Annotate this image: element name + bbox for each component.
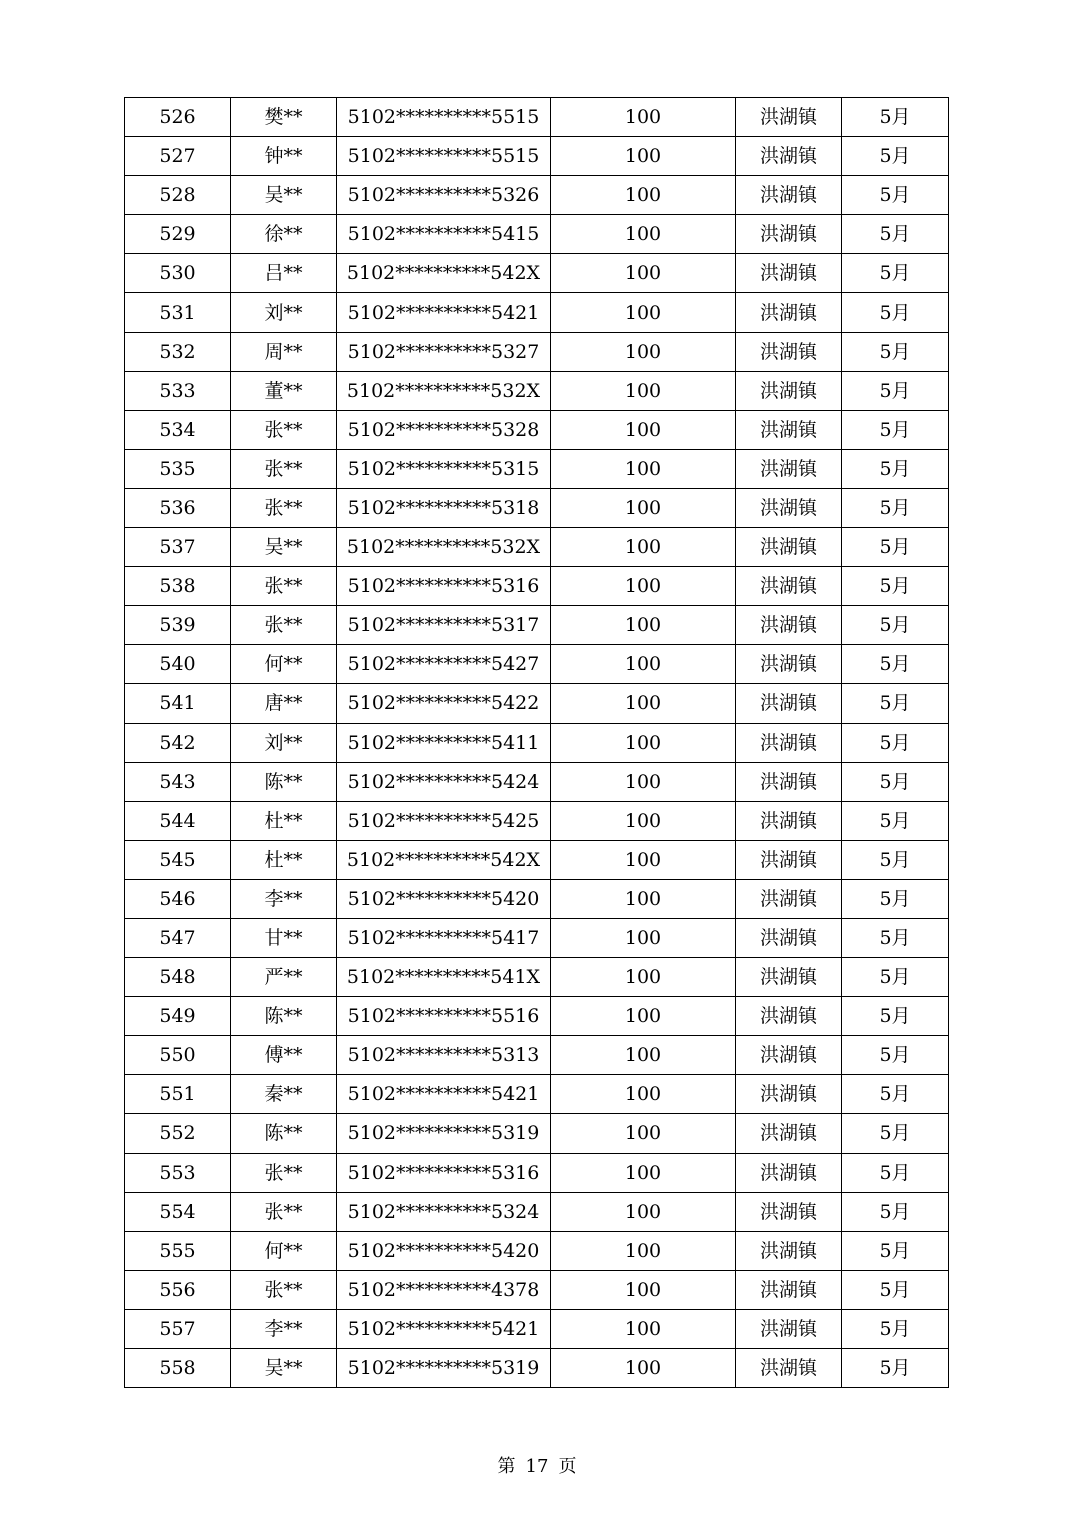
page-footer-prefix: 第 <box>497 1456 516 1477</box>
table-row <box>125 215 949 254</box>
town-cell: 洪湖镇 <box>736 449 842 488</box>
town-cell: 洪湖镇 <box>736 801 842 840</box>
town-cell: 洪湖镇 <box>736 1231 842 1270</box>
page-footer-suffix: 页 <box>558 1456 577 1477</box>
name-cell: 张** <box>231 1270 337 1309</box>
name-cell: 徐** <box>231 215 337 254</box>
month-cell: 5月 <box>842 567 949 606</box>
town-cell: 洪湖镇 <box>736 606 842 645</box>
amount-cell: 100 <box>551 645 736 684</box>
page-number: 17 <box>525 1456 549 1477</box>
id-number-cell: 5102**********5317 <box>337 606 551 645</box>
id-number-cell: 5102**********5319 <box>337 1349 551 1388</box>
amount-cell: 100 <box>551 1036 736 1075</box>
id-number-cell: 5102**********5319 <box>337 1114 551 1153</box>
table-row <box>125 1309 949 1348</box>
month-cell: 5月 <box>842 410 949 449</box>
amount-cell: 100 <box>551 840 736 879</box>
table-row <box>125 410 949 449</box>
table-row <box>125 840 949 879</box>
name-cell: 吴** <box>231 176 337 215</box>
name-cell: 张** <box>231 567 337 606</box>
amount-cell: 100 <box>551 879 736 918</box>
id-number-cell: 5102**********5327 <box>337 332 551 371</box>
serial-number-cell: 539 <box>125 606 231 645</box>
table-row <box>125 98 949 137</box>
town-cell: 洪湖镇 <box>736 488 842 527</box>
id-number-cell: 5102**********5417 <box>337 918 551 957</box>
name-cell: 杜** <box>231 840 337 879</box>
table-row <box>125 1349 949 1388</box>
amount-cell: 100 <box>551 449 736 488</box>
table-row <box>125 958 949 997</box>
serial-number-cell: 546 <box>125 879 231 918</box>
amount-cell: 100 <box>551 762 736 801</box>
id-number-cell: 5102**********5324 <box>337 1192 551 1231</box>
amount-cell: 100 <box>551 332 736 371</box>
serial-number-cell: 555 <box>125 1231 231 1270</box>
amount-cell: 100 <box>551 1270 736 1309</box>
table-row <box>125 254 949 293</box>
table-row <box>125 645 949 684</box>
town-cell: 洪湖镇 <box>736 1153 842 1192</box>
table-row <box>125 528 949 567</box>
month-cell: 5月 <box>842 1153 949 1192</box>
serial-number-cell: 536 <box>125 488 231 527</box>
name-cell: 刘** <box>231 723 337 762</box>
serial-number-cell: 558 <box>125 1349 231 1388</box>
table-row <box>125 371 949 410</box>
table-row <box>125 879 949 918</box>
town-cell: 洪湖镇 <box>736 137 842 176</box>
month-cell: 5月 <box>842 1075 949 1114</box>
town-cell: 洪湖镇 <box>736 918 842 957</box>
town-cell: 洪湖镇 <box>736 371 842 410</box>
amount-cell: 100 <box>551 528 736 567</box>
serial-number-cell: 538 <box>125 567 231 606</box>
table-row <box>125 997 949 1036</box>
month-cell: 5月 <box>842 293 949 332</box>
month-cell: 5月 <box>842 879 949 918</box>
id-number-cell: 5102**********5316 <box>337 1153 551 1192</box>
id-number-cell: 5102**********532X <box>337 371 551 410</box>
town-cell: 洪湖镇 <box>736 254 842 293</box>
town-cell: 洪湖镇 <box>736 997 842 1036</box>
town-cell: 洪湖镇 <box>736 1075 842 1114</box>
amount-cell: 100 <box>551 98 736 137</box>
town-cell: 洪湖镇 <box>736 176 842 215</box>
id-number-cell: 5102**********5427 <box>337 645 551 684</box>
name-cell: 秦** <box>231 1075 337 1114</box>
table-row <box>125 1075 949 1114</box>
name-cell: 杜** <box>231 801 337 840</box>
serial-number-cell: 549 <box>125 997 231 1036</box>
month-cell: 5月 <box>842 1309 949 1348</box>
name-cell: 张** <box>231 488 337 527</box>
serial-number-cell: 552 <box>125 1114 231 1153</box>
id-number-cell: 5102**********5421 <box>337 293 551 332</box>
town-cell: 洪湖镇 <box>736 645 842 684</box>
serial-number-cell: 532 <box>125 332 231 371</box>
amount-cell: 100 <box>551 1192 736 1231</box>
id-number-cell: 5102**********542X <box>337 840 551 879</box>
roster-table <box>124 97 949 1388</box>
id-number-cell: 5102**********5424 <box>337 762 551 801</box>
table-row <box>125 1231 949 1270</box>
amount-cell: 100 <box>551 567 736 606</box>
table-row <box>125 723 949 762</box>
month-cell: 5月 <box>842 645 949 684</box>
id-number-cell: 5102**********5420 <box>337 1231 551 1270</box>
table-row <box>125 137 949 176</box>
id-number-cell: 5102**********5421 <box>337 1309 551 1348</box>
serial-number-cell: 557 <box>125 1309 231 1348</box>
table-row <box>125 684 949 723</box>
amount-cell: 100 <box>551 1075 736 1114</box>
month-cell: 5月 <box>842 449 949 488</box>
amount-cell: 100 <box>551 293 736 332</box>
id-number-cell: 5102**********5415 <box>337 215 551 254</box>
name-cell: 何** <box>231 645 337 684</box>
month-cell: 5月 <box>842 840 949 879</box>
town-cell: 洪湖镇 <box>736 1270 842 1309</box>
table-row <box>125 1192 949 1231</box>
serial-number-cell: 530 <box>125 254 231 293</box>
amount-cell: 100 <box>551 488 736 527</box>
table-row <box>125 332 949 371</box>
serial-number-cell: 527 <box>125 137 231 176</box>
table-row <box>125 176 949 215</box>
month-cell: 5月 <box>842 1114 949 1153</box>
table-row <box>125 1270 949 1309</box>
town-cell: 洪湖镇 <box>736 840 842 879</box>
amount-cell: 100 <box>551 215 736 254</box>
serial-number-cell: 547 <box>125 918 231 957</box>
table-row <box>125 567 949 606</box>
month-cell: 5月 <box>842 1231 949 1270</box>
id-number-cell: 5102**********542X <box>337 254 551 293</box>
amount-cell: 100 <box>551 371 736 410</box>
id-number-cell: 5102**********5326 <box>337 176 551 215</box>
id-number-cell: 5102**********541X <box>337 958 551 997</box>
name-cell: 刘** <box>231 293 337 332</box>
id-number-cell: 5102**********5316 <box>337 567 551 606</box>
serial-number-cell: 540 <box>125 645 231 684</box>
table-row <box>125 918 949 957</box>
month-cell: 5月 <box>842 176 949 215</box>
serial-number-cell: 531 <box>125 293 231 332</box>
name-cell: 吴** <box>231 1349 337 1388</box>
month-cell: 5月 <box>842 762 949 801</box>
name-cell: 陈** <box>231 1114 337 1153</box>
month-cell: 5月 <box>842 1349 949 1388</box>
id-number-cell: 5102**********5425 <box>337 801 551 840</box>
amount-cell: 100 <box>551 176 736 215</box>
name-cell: 钟** <box>231 137 337 176</box>
town-cell: 洪湖镇 <box>736 528 842 567</box>
name-cell: 张** <box>231 1153 337 1192</box>
month-cell: 5月 <box>842 98 949 137</box>
id-number-cell: 5102**********532X <box>337 528 551 567</box>
town-cell: 洪湖镇 <box>736 410 842 449</box>
id-number-cell: 5102**********5328 <box>337 410 551 449</box>
town-cell: 洪湖镇 <box>736 958 842 997</box>
town-cell: 洪湖镇 <box>736 215 842 254</box>
month-cell: 5月 <box>842 528 949 567</box>
name-cell: 傅** <box>231 1036 337 1075</box>
id-number-cell: 5102**********4378 <box>337 1270 551 1309</box>
town-cell: 洪湖镇 <box>736 684 842 723</box>
serial-number-cell: 528 <box>125 176 231 215</box>
name-cell: 严** <box>231 958 337 997</box>
name-cell: 吴** <box>231 528 337 567</box>
serial-number-cell: 542 <box>125 723 231 762</box>
name-cell: 张** <box>231 1192 337 1231</box>
amount-cell: 100 <box>551 137 736 176</box>
amount-cell: 100 <box>551 801 736 840</box>
amount-cell: 100 <box>551 254 736 293</box>
name-cell: 唐** <box>231 684 337 723</box>
serial-number-cell: 541 <box>125 684 231 723</box>
name-cell: 吕** <box>231 254 337 293</box>
town-cell: 洪湖镇 <box>736 98 842 137</box>
month-cell: 5月 <box>842 137 949 176</box>
name-cell: 张** <box>231 410 337 449</box>
amount-cell: 100 <box>551 410 736 449</box>
month-cell: 5月 <box>842 801 949 840</box>
town-cell: 洪湖镇 <box>736 293 842 332</box>
table-row <box>125 1153 949 1192</box>
id-number-cell: 5102**********5516 <box>337 997 551 1036</box>
name-cell: 甘** <box>231 918 337 957</box>
page-footer <box>0 1457 1074 1477</box>
amount-cell: 100 <box>551 997 736 1036</box>
month-cell: 5月 <box>842 488 949 527</box>
serial-number-cell: 554 <box>125 1192 231 1231</box>
town-cell: 洪湖镇 <box>736 1036 842 1075</box>
town-cell: 洪湖镇 <box>736 762 842 801</box>
table-row <box>125 1114 949 1153</box>
name-cell: 张** <box>231 606 337 645</box>
month-cell: 5月 <box>842 723 949 762</box>
name-cell: 李** <box>231 879 337 918</box>
table-row <box>125 293 949 332</box>
month-cell: 5月 <box>842 684 949 723</box>
town-cell: 洪湖镇 <box>736 879 842 918</box>
serial-number-cell: 534 <box>125 410 231 449</box>
id-number-cell: 5102**********5420 <box>337 879 551 918</box>
serial-number-cell: 553 <box>125 1153 231 1192</box>
id-number-cell: 5102**********5515 <box>337 137 551 176</box>
id-number-cell: 5102**********5515 <box>337 98 551 137</box>
name-cell: 董** <box>231 371 337 410</box>
amount-cell: 100 <box>551 958 736 997</box>
id-number-cell: 5102**********5411 <box>337 723 551 762</box>
town-cell: 洪湖镇 <box>736 332 842 371</box>
name-cell: 张** <box>231 449 337 488</box>
amount-cell: 100 <box>551 918 736 957</box>
amount-cell: 100 <box>551 1231 736 1270</box>
id-number-cell: 5102**********5313 <box>337 1036 551 1075</box>
town-cell: 洪湖镇 <box>736 723 842 762</box>
name-cell: 陈** <box>231 762 337 801</box>
month-cell: 5月 <box>842 606 949 645</box>
name-cell: 李** <box>231 1309 337 1348</box>
name-cell: 樊** <box>231 98 337 137</box>
serial-number-cell: 535 <box>125 449 231 488</box>
serial-number-cell: 556 <box>125 1270 231 1309</box>
amount-cell: 100 <box>551 1309 736 1348</box>
serial-number-cell: 548 <box>125 958 231 997</box>
table-row <box>125 762 949 801</box>
name-cell: 周** <box>231 332 337 371</box>
month-cell: 5月 <box>842 1270 949 1309</box>
serial-number-cell: 529 <box>125 215 231 254</box>
amount-cell: 100 <box>551 1114 736 1153</box>
name-cell: 何** <box>231 1231 337 1270</box>
table-row <box>125 1036 949 1075</box>
serial-number-cell: 533 <box>125 371 231 410</box>
month-cell: 5月 <box>842 332 949 371</box>
serial-number-cell: 537 <box>125 528 231 567</box>
month-cell: 5月 <box>842 371 949 410</box>
id-number-cell: 5102**********5422 <box>337 684 551 723</box>
month-cell: 5月 <box>842 1192 949 1231</box>
id-number-cell: 5102**********5318 <box>337 488 551 527</box>
table-row <box>125 606 949 645</box>
town-cell: 洪湖镇 <box>736 567 842 606</box>
month-cell: 5月 <box>842 254 949 293</box>
amount-cell: 100 <box>551 1349 736 1388</box>
id-number-cell: 5102**********5421 <box>337 1075 551 1114</box>
town-cell: 洪湖镇 <box>736 1349 842 1388</box>
town-cell: 洪湖镇 <box>736 1114 842 1153</box>
serial-number-cell: 551 <box>125 1075 231 1114</box>
roster-table-body <box>125 98 949 1388</box>
serial-number-cell: 550 <box>125 1036 231 1075</box>
table-row <box>125 449 949 488</box>
serial-number-cell: 543 <box>125 762 231 801</box>
town-cell: 洪湖镇 <box>736 1309 842 1348</box>
amount-cell: 100 <box>551 684 736 723</box>
amount-cell: 100 <box>551 723 736 762</box>
serial-number-cell: 545 <box>125 840 231 879</box>
month-cell: 5月 <box>842 918 949 957</box>
serial-number-cell: 526 <box>125 98 231 137</box>
month-cell: 5月 <box>842 1036 949 1075</box>
month-cell: 5月 <box>842 215 949 254</box>
id-number-cell: 5102**********5315 <box>337 449 551 488</box>
table-row <box>125 801 949 840</box>
month-cell: 5月 <box>842 958 949 997</box>
name-cell: 陈** <box>231 997 337 1036</box>
amount-cell: 100 <box>551 606 736 645</box>
serial-number-cell: 544 <box>125 801 231 840</box>
table-row <box>125 488 949 527</box>
amount-cell: 100 <box>551 1153 736 1192</box>
town-cell: 洪湖镇 <box>736 1192 842 1231</box>
month-cell: 5月 <box>842 997 949 1036</box>
